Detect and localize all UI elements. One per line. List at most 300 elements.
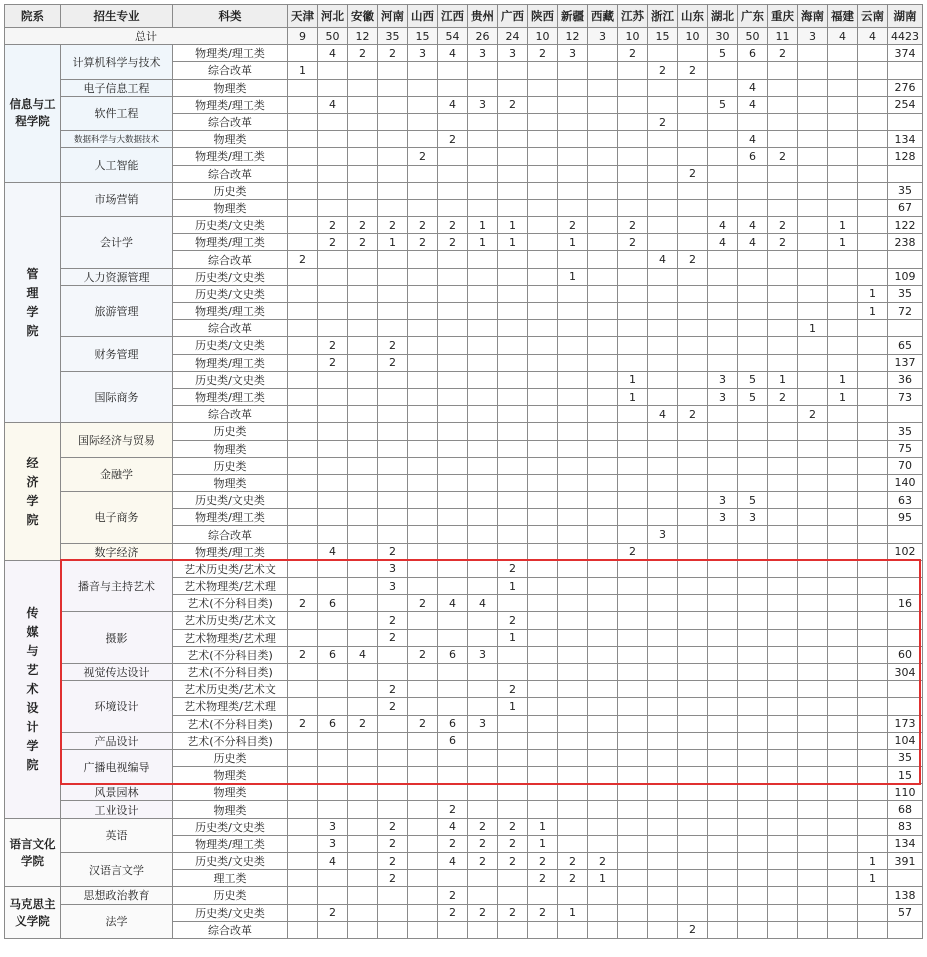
province-quota-cell bbox=[768, 509, 798, 526]
province-quota-cell bbox=[348, 887, 378, 904]
table-row bbox=[5, 749, 923, 766]
header-province: 重庆 bbox=[768, 5, 798, 28]
province-quota-cell bbox=[828, 45, 858, 62]
province-quota-cell bbox=[468, 732, 498, 749]
hunan-quota-cell bbox=[888, 406, 923, 423]
province-quota-cell bbox=[768, 337, 798, 354]
province-quota-cell bbox=[648, 423, 678, 440]
hunan-quota-cell bbox=[888, 870, 923, 887]
province-quota-cell bbox=[738, 303, 768, 320]
table-row bbox=[5, 560, 923, 577]
province-quota-cell: 2 bbox=[498, 818, 528, 835]
province-quota-cell: 1 bbox=[558, 268, 588, 285]
province-quota-cell bbox=[498, 715, 528, 732]
subject-category: 艺术历史类/艺术文 bbox=[173, 681, 288, 698]
province-quota-cell bbox=[678, 337, 708, 354]
province-quota-cell bbox=[348, 474, 378, 491]
province-quota-cell bbox=[798, 629, 828, 646]
province-quota-cell bbox=[858, 801, 888, 818]
province-quota-cell bbox=[558, 474, 588, 491]
province-quota-cell bbox=[348, 337, 378, 354]
province-quota-cell bbox=[378, 749, 408, 766]
province-quota-cell bbox=[588, 887, 618, 904]
province-quota-cell: 4 bbox=[438, 818, 468, 835]
province-quota-cell bbox=[438, 440, 468, 457]
province-quota-cell bbox=[408, 474, 438, 491]
province-quota-cell bbox=[318, 131, 348, 148]
province-quota-cell bbox=[288, 749, 318, 766]
province-quota-cell bbox=[348, 268, 378, 285]
province-quota-cell bbox=[498, 199, 528, 216]
province-quota-cell bbox=[528, 784, 558, 801]
province-quota-cell bbox=[798, 182, 828, 199]
province-quota-cell bbox=[648, 492, 678, 509]
province-quota-cell: 6 bbox=[438, 715, 468, 732]
province-quota-cell bbox=[318, 182, 348, 199]
subject-category: 历史类 bbox=[173, 423, 288, 440]
province-quota-cell bbox=[528, 629, 558, 646]
province-quota-cell bbox=[408, 749, 438, 766]
province-quota-cell: 2 bbox=[678, 165, 708, 182]
province-quota-cell bbox=[588, 474, 618, 491]
province-quota-cell bbox=[288, 767, 318, 784]
major-name: 市场营销 bbox=[61, 182, 173, 216]
hunan-quota-cell: 128 bbox=[888, 148, 923, 165]
subject-category: 综合改革 bbox=[173, 165, 288, 182]
province-quota-cell bbox=[828, 96, 858, 113]
province-quota-cell: 6 bbox=[438, 646, 468, 663]
province-quota-cell bbox=[468, 784, 498, 801]
province-quota-cell bbox=[528, 148, 558, 165]
subject-category: 艺术历史类/艺术文 bbox=[173, 612, 288, 629]
province-quota-cell bbox=[468, 303, 498, 320]
province-quota-cell bbox=[678, 853, 708, 870]
subject-category: 物理类/理工类 bbox=[173, 543, 288, 560]
province-quota-cell: 2 bbox=[348, 715, 378, 732]
province-quota-cell bbox=[708, 853, 738, 870]
province-quota-cell bbox=[318, 148, 348, 165]
province-quota-cell bbox=[738, 251, 768, 268]
province-quota-cell bbox=[438, 320, 468, 337]
table-row bbox=[5, 853, 923, 870]
province-quota-cell: 2 bbox=[438, 801, 468, 818]
subject-category: 物理类/理工类 bbox=[173, 303, 288, 320]
major-name: 法学 bbox=[61, 904, 173, 938]
hunan-quota-cell: 73 bbox=[888, 388, 923, 405]
hunan-quota-cell: 95 bbox=[888, 509, 923, 526]
province-quota-cell bbox=[768, 663, 798, 680]
province-quota-cell bbox=[408, 131, 438, 148]
province-quota-cell bbox=[618, 767, 648, 784]
province-quota-cell: 2 bbox=[678, 406, 708, 423]
province-quota-cell bbox=[858, 337, 888, 354]
province-quota-cell bbox=[678, 681, 708, 698]
province-quota-cell bbox=[378, 457, 408, 474]
province-quota-cell bbox=[768, 629, 798, 646]
province-quota-cell bbox=[588, 509, 618, 526]
province-quota-cell bbox=[318, 698, 348, 715]
major-name: 财务管理 bbox=[61, 337, 173, 371]
province-quota-cell bbox=[438, 165, 468, 182]
province-quota-cell bbox=[768, 440, 798, 457]
province-quota-cell bbox=[288, 474, 318, 491]
province-quota-cell bbox=[648, 560, 678, 577]
province-quota-cell bbox=[708, 698, 738, 715]
province-quota-cell bbox=[738, 698, 768, 715]
province-quota-cell bbox=[468, 474, 498, 491]
province-quota-cell bbox=[738, 663, 768, 680]
province-quota-cell bbox=[738, 904, 768, 921]
province-quota-cell bbox=[828, 406, 858, 423]
province-quota-cell bbox=[408, 440, 438, 457]
province-quota-cell bbox=[528, 217, 558, 234]
province-quota-cell bbox=[318, 612, 348, 629]
province-quota-cell bbox=[318, 492, 348, 509]
province-quota-cell bbox=[858, 818, 888, 835]
province-quota-cell bbox=[798, 509, 828, 526]
hunan-quota-cell: 63 bbox=[888, 492, 923, 509]
province-quota-cell bbox=[618, 921, 648, 938]
province-quota-cell bbox=[708, 663, 738, 680]
province-quota-cell bbox=[648, 45, 678, 62]
province-quota-cell bbox=[498, 182, 528, 199]
province-quota-cell bbox=[678, 784, 708, 801]
province-quota-cell bbox=[618, 715, 648, 732]
total-value: 10 bbox=[678, 28, 708, 45]
province-quota-cell: 2 bbox=[378, 217, 408, 234]
province-quota-cell bbox=[678, 285, 708, 302]
province-quota-cell bbox=[828, 526, 858, 543]
province-quota-cell bbox=[558, 406, 588, 423]
province-quota-cell: 3 bbox=[558, 45, 588, 62]
province-quota-cell bbox=[348, 354, 378, 371]
province-quota-cell bbox=[378, 921, 408, 938]
province-quota-cell: 1 bbox=[828, 217, 858, 234]
province-quota-cell bbox=[408, 526, 438, 543]
province-quota-cell bbox=[528, 182, 558, 199]
province-quota-cell: 3 bbox=[408, 45, 438, 62]
province-quota-cell bbox=[858, 526, 888, 543]
subject-category: 物理类/理工类 bbox=[173, 354, 288, 371]
province-quota-cell bbox=[348, 921, 378, 938]
province-quota-cell bbox=[588, 612, 618, 629]
province-quota-cell bbox=[738, 749, 768, 766]
province-quota-cell bbox=[468, 199, 498, 216]
province-quota-cell bbox=[858, 217, 888, 234]
province-quota-cell: 4 bbox=[438, 853, 468, 870]
province-quota-cell bbox=[288, 560, 318, 577]
province-quota-cell bbox=[678, 148, 708, 165]
province-quota-cell bbox=[498, 457, 528, 474]
province-quota-cell bbox=[678, 612, 708, 629]
province-quota-cell: 2 bbox=[558, 870, 588, 887]
province-quota-cell bbox=[408, 303, 438, 320]
province-quota-cell bbox=[288, 388, 318, 405]
province-quota-cell bbox=[528, 887, 558, 904]
province-quota-cell bbox=[438, 749, 468, 766]
province-quota-cell: 1 bbox=[558, 904, 588, 921]
province-quota-cell bbox=[318, 303, 348, 320]
province-quota-cell bbox=[528, 440, 558, 457]
province-quota-cell bbox=[708, 268, 738, 285]
province-quota-cell bbox=[528, 388, 558, 405]
province-quota-cell bbox=[708, 646, 738, 663]
province-quota-cell bbox=[678, 560, 708, 577]
table-row bbox=[5, 492, 923, 509]
province-quota-cell bbox=[708, 801, 738, 818]
province-quota-cell bbox=[558, 801, 588, 818]
province-quota-cell bbox=[738, 887, 768, 904]
province-quota-cell bbox=[738, 457, 768, 474]
province-quota-cell bbox=[438, 560, 468, 577]
province-quota-cell: 3 bbox=[708, 492, 738, 509]
province-quota-cell bbox=[678, 629, 708, 646]
province-quota-cell bbox=[438, 492, 468, 509]
province-quota-cell bbox=[318, 767, 348, 784]
province-quota-cell bbox=[768, 268, 798, 285]
province-quota-cell: 1 bbox=[828, 234, 858, 251]
province-quota-cell bbox=[378, 148, 408, 165]
province-quota-cell bbox=[678, 646, 708, 663]
province-quota-cell bbox=[348, 251, 378, 268]
province-quota-cell bbox=[828, 853, 858, 870]
province-quota-cell bbox=[678, 887, 708, 904]
province-quota-cell bbox=[468, 870, 498, 887]
province-quota-cell bbox=[858, 767, 888, 784]
province-quota-cell bbox=[348, 320, 378, 337]
province-quota-cell bbox=[678, 663, 708, 680]
table-row bbox=[5, 612, 923, 629]
province-quota-cell bbox=[588, 629, 618, 646]
province-quota-cell bbox=[618, 646, 648, 663]
province-quota-cell bbox=[798, 234, 828, 251]
province-quota-cell bbox=[678, 492, 708, 509]
province-quota-cell bbox=[438, 354, 468, 371]
province-quota-cell bbox=[738, 595, 768, 612]
header-province: 广西 bbox=[498, 5, 528, 28]
hunan-quota-cell: 109 bbox=[888, 268, 923, 285]
province-quota-cell: 4 bbox=[318, 45, 348, 62]
major-name: 国际商务 bbox=[61, 371, 173, 423]
province-quota-cell bbox=[708, 337, 738, 354]
province-quota-cell bbox=[738, 732, 768, 749]
province-quota-cell bbox=[408, 698, 438, 715]
province-quota-cell bbox=[318, 371, 348, 388]
province-quota-cell bbox=[738, 440, 768, 457]
total-value: 10 bbox=[618, 28, 648, 45]
province-quota-cell: 2 bbox=[768, 148, 798, 165]
total-value: 3 bbox=[798, 28, 828, 45]
province-quota-cell bbox=[858, 457, 888, 474]
province-quota-cell bbox=[648, 801, 678, 818]
province-quota-cell: 5 bbox=[738, 371, 768, 388]
province-quota-cell bbox=[648, 148, 678, 165]
province-quota-cell bbox=[828, 165, 858, 182]
province-quota-cell bbox=[738, 578, 768, 595]
province-quota-cell bbox=[468, 148, 498, 165]
province-quota-cell bbox=[618, 870, 648, 887]
province-quota-cell: 2 bbox=[768, 45, 798, 62]
province-quota-cell bbox=[708, 303, 738, 320]
province-quota-cell bbox=[318, 388, 348, 405]
hunan-quota-cell: 374 bbox=[888, 45, 923, 62]
major-name: 国际经济与贸易 bbox=[61, 423, 173, 457]
province-quota-cell bbox=[588, 234, 618, 251]
province-quota-cell bbox=[468, 354, 498, 371]
province-quota-cell bbox=[678, 354, 708, 371]
province-quota-cell: 2 bbox=[408, 595, 438, 612]
province-quota-cell: 2 bbox=[288, 715, 318, 732]
province-quota-cell bbox=[618, 509, 648, 526]
province-quota-cell bbox=[318, 62, 348, 79]
province-quota-cell bbox=[678, 45, 708, 62]
province-quota-cell bbox=[408, 457, 438, 474]
province-quota-cell bbox=[828, 595, 858, 612]
table-row bbox=[5, 543, 923, 560]
major-name: 金融学 bbox=[61, 457, 173, 491]
province-quota-cell bbox=[738, 629, 768, 646]
province-quota-cell bbox=[438, 921, 468, 938]
province-quota-cell bbox=[348, 749, 378, 766]
province-quota-cell bbox=[798, 853, 828, 870]
province-quota-cell bbox=[618, 818, 648, 835]
hunan-quota-cell bbox=[888, 560, 923, 577]
province-quota-cell bbox=[468, 79, 498, 96]
province-quota-cell bbox=[678, 543, 708, 560]
province-quota-cell bbox=[468, 629, 498, 646]
province-quota-cell bbox=[408, 113, 438, 130]
province-quota-cell: 1 bbox=[498, 578, 528, 595]
province-quota-cell: 2 bbox=[528, 904, 558, 921]
subject-category: 理工类 bbox=[173, 870, 288, 887]
province-quota-cell bbox=[738, 543, 768, 560]
major-name: 汉语言文学 bbox=[61, 853, 173, 887]
province-quota-cell bbox=[498, 870, 528, 887]
province-quota-cell bbox=[588, 131, 618, 148]
province-quota-cell bbox=[378, 492, 408, 509]
enrollment-plan-sheet bbox=[4, 4, 922, 939]
province-quota-cell bbox=[318, 268, 348, 285]
province-quota-cell bbox=[378, 715, 408, 732]
province-quota-cell: 2 bbox=[378, 354, 408, 371]
province-quota-cell bbox=[558, 595, 588, 612]
province-quota-cell bbox=[498, 801, 528, 818]
province-quota-cell bbox=[438, 509, 468, 526]
province-quota-cell: 4 bbox=[738, 131, 768, 148]
subject-category: 艺术(不分科目类) bbox=[173, 595, 288, 612]
province-quota-cell: 4 bbox=[738, 217, 768, 234]
total-row bbox=[5, 28, 923, 45]
subject-category: 艺术物理类/艺术理 bbox=[173, 698, 288, 715]
province-quota-cell bbox=[828, 749, 858, 766]
province-quota-cell: 1 bbox=[618, 388, 648, 405]
major-name: 广播电视编导 bbox=[61, 749, 173, 783]
province-quota-cell bbox=[348, 681, 378, 698]
province-quota-cell bbox=[468, 371, 498, 388]
province-quota-cell bbox=[708, 904, 738, 921]
province-quota-cell bbox=[648, 904, 678, 921]
table-row bbox=[5, 423, 923, 440]
major-name: 风景园林 bbox=[61, 784, 173, 801]
province-quota-cell bbox=[768, 285, 798, 302]
province-quota-cell bbox=[798, 148, 828, 165]
province-quota-cell bbox=[828, 663, 858, 680]
province-quota-cell bbox=[738, 62, 768, 79]
province-quota-cell bbox=[378, 199, 408, 216]
province-quota-cell bbox=[408, 337, 438, 354]
province-quota-cell bbox=[408, 578, 438, 595]
province-quota-cell bbox=[378, 182, 408, 199]
province-quota-cell bbox=[318, 474, 348, 491]
province-quota-cell bbox=[618, 904, 648, 921]
province-quota-cell bbox=[828, 646, 858, 663]
province-quota-cell: 4 bbox=[318, 853, 348, 870]
hunan-quota-cell: 67 bbox=[888, 199, 923, 216]
province-quota-cell bbox=[708, 629, 738, 646]
province-quota-cell bbox=[858, 887, 888, 904]
enrollment-plan-table bbox=[4, 4, 923, 939]
province-quota-cell bbox=[618, 440, 648, 457]
province-quota-cell bbox=[498, 165, 528, 182]
province-quota-cell bbox=[468, 681, 498, 698]
province-quota-cell bbox=[288, 681, 318, 698]
province-quota-cell bbox=[768, 354, 798, 371]
province-quota-cell bbox=[768, 457, 798, 474]
subject-category: 历史类 bbox=[173, 457, 288, 474]
province-quota-cell bbox=[678, 474, 708, 491]
province-quota-cell bbox=[588, 371, 618, 388]
province-quota-cell bbox=[288, 354, 318, 371]
province-quota-cell bbox=[678, 388, 708, 405]
subject-category: 历史类/文史类 bbox=[173, 285, 288, 302]
province-quota-cell: 2 bbox=[378, 612, 408, 629]
province-quota-cell bbox=[768, 131, 798, 148]
province-quota-cell: 4 bbox=[318, 543, 348, 560]
province-quota-cell bbox=[798, 663, 828, 680]
major-name: 数据科学与大数据技术 bbox=[61, 131, 173, 148]
province-quota-cell bbox=[828, 629, 858, 646]
province-quota-cell bbox=[558, 543, 588, 560]
province-quota-cell bbox=[618, 423, 648, 440]
province-quota-cell bbox=[618, 629, 648, 646]
province-quota-cell bbox=[558, 337, 588, 354]
province-quota-cell bbox=[288, 887, 318, 904]
province-quota-cell bbox=[288, 45, 318, 62]
province-quota-cell bbox=[858, 388, 888, 405]
province-quota-cell bbox=[498, 440, 528, 457]
hunan-quota-cell bbox=[888, 62, 923, 79]
province-quota-cell bbox=[408, 388, 438, 405]
province-quota-cell bbox=[498, 732, 528, 749]
province-quota-cell bbox=[468, 698, 498, 715]
province-quota-cell bbox=[438, 663, 468, 680]
province-quota-cell bbox=[828, 268, 858, 285]
province-quota-cell bbox=[828, 801, 858, 818]
province-quota-cell bbox=[408, 663, 438, 680]
province-quota-cell bbox=[528, 681, 558, 698]
province-quota-cell bbox=[708, 715, 738, 732]
province-quota-cell bbox=[498, 663, 528, 680]
header-province: 广东 bbox=[738, 5, 768, 28]
table-row bbox=[5, 96, 923, 113]
table-row bbox=[5, 681, 923, 698]
table-row bbox=[5, 663, 923, 680]
province-quota-cell bbox=[588, 354, 618, 371]
province-quota-cell: 2 bbox=[438, 217, 468, 234]
province-quota-cell bbox=[768, 835, 798, 852]
province-quota-cell bbox=[708, 526, 738, 543]
subject-category: 历史类 bbox=[173, 887, 288, 904]
